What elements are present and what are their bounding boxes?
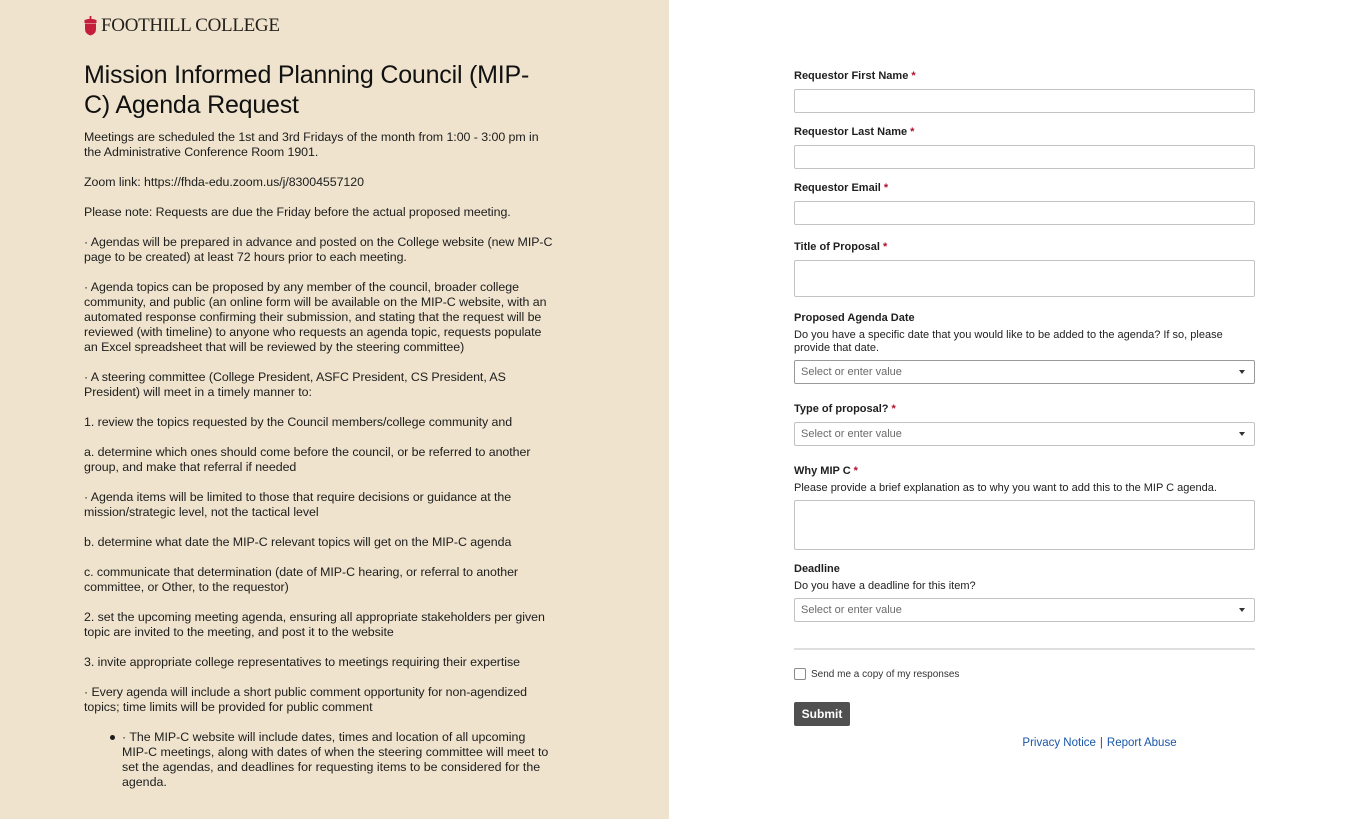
- chevron-down-icon: [1239, 608, 1245, 612]
- first-name-field: [794, 69, 1255, 113]
- last-name-label: Requestor Last Name *: [794, 126, 915, 138]
- required-marker: *: [883, 182, 889, 194]
- intro-paragraph: · Agendas will be prepared in advance and posted on the College website (new MIP-C page to be created) at least 72 hours prior to each meeting.: [84, 235, 553, 264]
- proposal-title-field: [794, 240, 1255, 297]
- info-panel: [0, 0, 669, 819]
- intro-paragraph: · Agenda topics can be proposed by any member of the council, broader college community, and public (an online form will be available on the MIP-C website, with an automated response confirming their submission, and stating that the request will be reviewed (with timeline) to anyone who requests an agenda topic, requests populate an Excel spreadsheet that will be reviewed by the steering committee): [84, 280, 547, 354]
- chevron-down-icon: [1239, 370, 1245, 374]
- report-abuse-link[interactable]: Report Abuse: [1106, 737, 1177, 749]
- deadline-description: Do you have a deadline for this item?: [794, 580, 976, 592]
- required-marker: *: [910, 126, 915, 138]
- why-mipc-label: Why MIP C *: [794, 465, 858, 477]
- bullet-text: · The MIP-C website will include dates, times and location of all upcoming MIP-C meetings, along with dates of when the steering committee will meet to set the agendas, and deadlines for requesting items to be considered for the agenda.: [122, 730, 549, 789]
- required-marker: *: [882, 241, 888, 253]
- send-copy-row: [794, 668, 1255, 680]
- proposal-type-label: Type of proposal? *: [794, 403, 896, 415]
- bullet-list: [112, 730, 554, 790]
- agenda-date-description: Do you have a specific date that you would like to be added to the agenda? If so, please provide that date.: [794, 329, 1223, 354]
- last-name-input[interactable]: [794, 145, 1255, 169]
- intro-paragraph: c. communicate that determination (date of MIP-C hearing, or referral to another committee, or Other, to the requestor): [84, 565, 519, 594]
- intro-paragraph: 1. review the topics requested by the Council members/college community and: [84, 415, 513, 429]
- intro-paragraph: 3. invite appropriate college representatives to meetings requiring their expertise: [84, 655, 520, 669]
- proposal-title-label: Title of Proposal *: [794, 241, 888, 253]
- deadline-select[interactable]: [794, 598, 1255, 622]
- college-logo[interactable]: [84, 16, 280, 36]
- intro-paragraph: 2. set the upcoming meeting agenda, ensuring all appropriate stakeholders per given topic are invited to the meeting, and post it to the website: [84, 610, 545, 639]
- email-field: [794, 181, 1255, 225]
- bullet-dot-icon: [110, 735, 115, 740]
- proposal-type-field: [794, 402, 1255, 446]
- intro-section: [84, 60, 554, 790]
- send-copy-label[interactable]: Send me a copy of my responses: [811, 668, 960, 680]
- agenda-date-select[interactable]: [794, 360, 1255, 384]
- required-marker: *: [853, 465, 858, 477]
- zoom-link-text: Zoom link: https://fhda-edu.zoom.us/j/83004557120: [84, 175, 364, 189]
- proposal-type-select[interactable]: [794, 422, 1255, 446]
- page-title: Mission Informed Planning Council (MIP-C) Agenda Request: [84, 61, 530, 119]
- email-label: Requestor Email *: [794, 182, 889, 194]
- intro-paragraph: a. determine which ones should come before the council, or be referred to another group, and make that referral if needed: [84, 445, 531, 474]
- intro-paragraph: b. determine what date the MIP-C relevant topics will get on the MIP-C agenda: [84, 535, 512, 549]
- agenda-date-field: [794, 311, 1255, 384]
- send-copy-checkbox[interactable]: [794, 668, 806, 680]
- why-mipc-field: [794, 464, 1255, 550]
- intro-paragraph: · Agenda items will be limited to those that require decisions or guidance at the mission/strategic level, not the tactical level: [84, 490, 512, 519]
- footer-links: [794, 737, 1353, 749]
- last-name-field: [794, 125, 1255, 169]
- required-marker: *: [891, 403, 896, 415]
- first-name-input[interactable]: [794, 89, 1255, 113]
- first-name-label: Requestor First Name *: [794, 70, 916, 82]
- agenda-date-label: Proposed Agenda Date: [794, 312, 915, 324]
- intro-paragraph: · A steering committee (College President, ASFC President, CS President, AS President) will meet in a timely manner to:: [84, 370, 506, 399]
- intro-paragraph: · Every agenda will include a short public comment opportunity for non-agendized topics; time limits will be provided for public comment: [84, 685, 528, 714]
- required-marker: *: [911, 70, 916, 82]
- agenda-request-form: [794, 69, 1255, 726]
- privacy-notice-link[interactable]: Privacy Notice: [1022, 737, 1096, 749]
- deadline-field: [794, 562, 1255, 622]
- why-mipc-description: Please provide a brief explanation as to why you want to add this to the MIP C agenda.: [794, 482, 1217, 494]
- chevron-down-icon: [1239, 432, 1245, 436]
- footer-separator: |: [1099, 737, 1103, 749]
- college-name: FOOTHILL COLLEGE: [101, 15, 280, 36]
- submit-button[interactable]: Submit: [794, 702, 850, 726]
- meeting-schedule-text: Meetings are scheduled the 1st and 3rd Fridays of the month from 1:00 - 3:00 pm in the Administrative Conference Room 1901.: [84, 130, 539, 159]
- form-divider: [794, 648, 1255, 650]
- intro-paragraph: Please note: Requests are due the Friday before the actual proposed meeting.: [84, 205, 511, 219]
- proposal-title-input[interactable]: [794, 260, 1255, 297]
- acorn-icon: [84, 16, 97, 36]
- agenda-date-placeholder: Select or enter value: [801, 366, 902, 378]
- email-input[interactable]: [794, 201, 1255, 225]
- bullet-item: [112, 730, 554, 790]
- why-mipc-textarea[interactable]: [794, 500, 1255, 550]
- deadline-label: Deadline: [794, 563, 840, 575]
- proposal-type-placeholder: Select or enter value: [801, 428, 902, 440]
- deadline-placeholder: Select or enter value: [801, 604, 902, 616]
